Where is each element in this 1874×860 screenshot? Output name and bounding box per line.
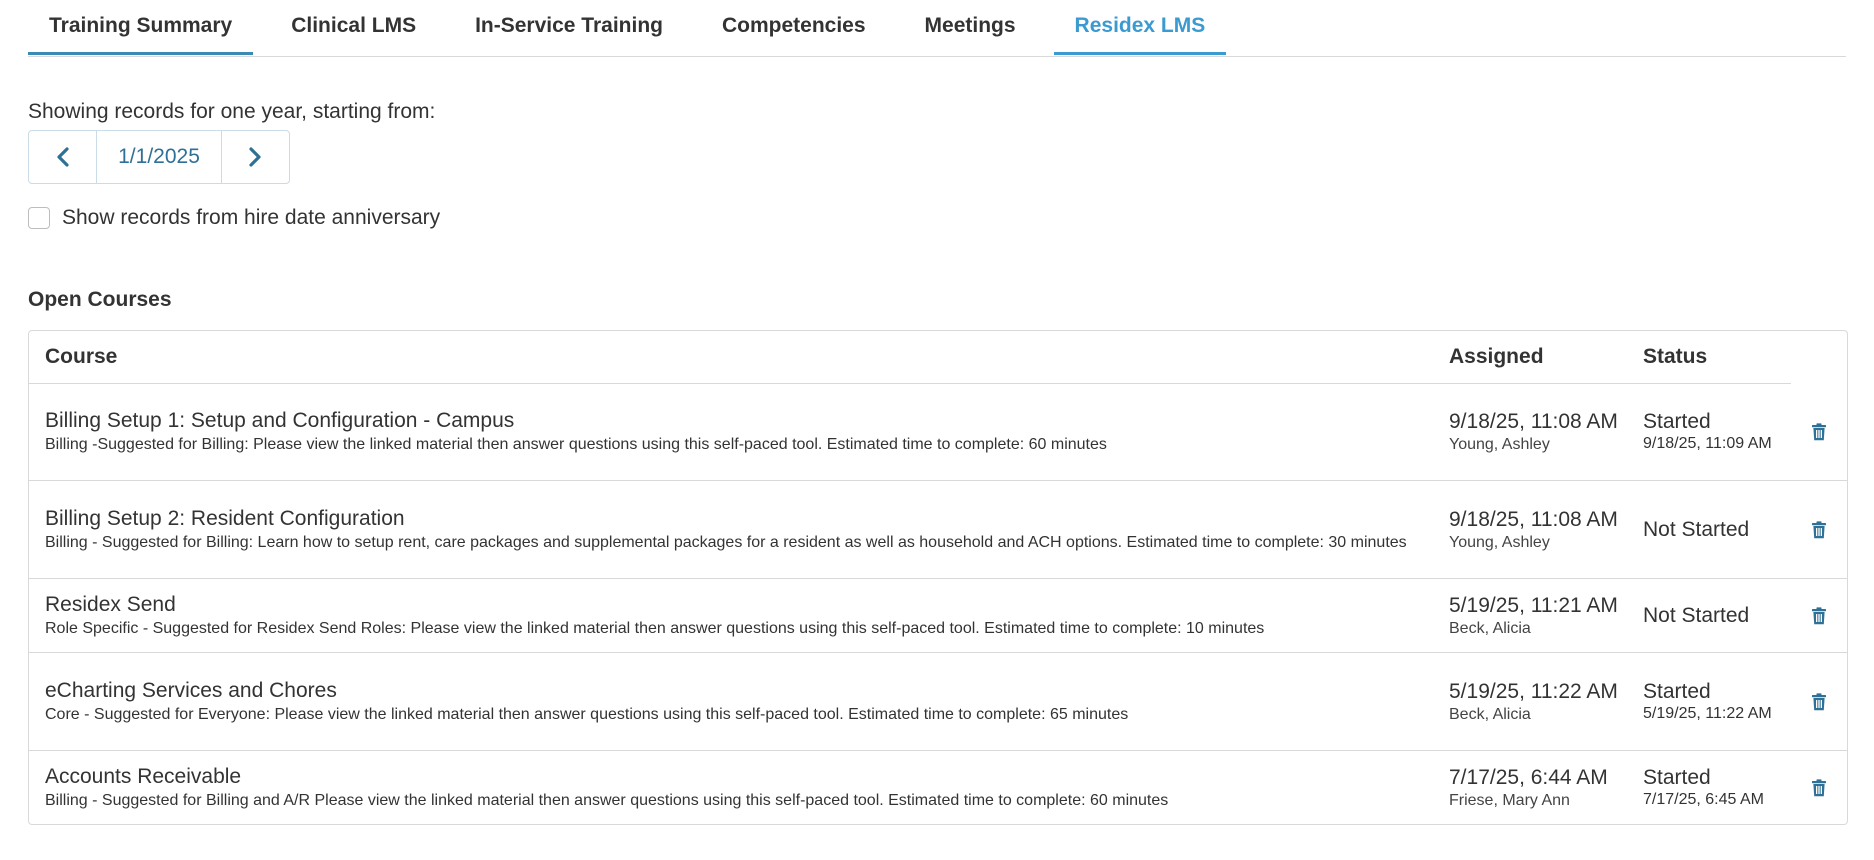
table-header — [29, 331, 1847, 383]
open-courses-title: Open Courses — [28, 288, 172, 311]
course-description: Billing -Suggested for Billing: Please view the linked material then answer questions using this self-paced tool. Estimated time to complete: 60 minutes — [45, 435, 1107, 453]
tab-in-service-training[interactable]: In-Service Training — [475, 14, 663, 37]
course-description: Core - Suggested for Everyone: Please view the linked material then answer questions using this self-paced tool. Estimated time to complete: 65 minutes — [45, 705, 1129, 723]
trash-icon[interactable] — [1811, 607, 1827, 625]
tab-clinical-lms[interactable]: Clinical LMS — [291, 14, 417, 37]
table-row[interactable] — [29, 751, 1847, 824]
assigned-date: 5/19/25, 11:21 AM — [1449, 593, 1618, 617]
next-year-button[interactable] — [222, 131, 289, 183]
tab-training-summary[interactable]: Training Summary — [28, 0, 253, 55]
previous-year-button[interactable] — [29, 131, 97, 183]
tab-bar — [28, 0, 1846, 57]
course-description: Billing - Suggested for Billing and A/R Please view the linked material then answer questions using this self-paced tool. Estimated time to complete: 60 minutes — [45, 791, 1169, 809]
status-label: Not Started — [1643, 603, 1750, 627]
course-description: Billing - Suggested for Billing: Learn how to setup rent, care packages and supplemental packages for a resident as well as household and ACH options. Estimated time to complete: 30 minutes — [45, 533, 1407, 551]
assigned-by: Young, Ashley — [1449, 435, 1550, 453]
hire-anniversary-option — [28, 206, 1846, 230]
course-title[interactable]: eCharting Services and Chores — [45, 678, 337, 702]
assigned-by: Beck, Alicia — [1449, 619, 1531, 637]
course-title[interactable]: Billing Setup 1: Setup and Configuration - Campus — [45, 408, 515, 432]
table-row[interactable] — [29, 653, 1847, 751]
course-title[interactable]: Billing Setup 2: Resident Configuration — [45, 506, 405, 530]
status-label: Started — [1643, 679, 1711, 703]
course-title[interactable]: Residex Send — [45, 592, 176, 616]
hire-anniversary-label[interactable]: Show records from hire date anniversary — [62, 206, 441, 229]
trash-icon[interactable] — [1811, 779, 1827, 797]
course-description: Role Specific - Suggested for Residex Send Roles: Please view the linked material then answer questions using this self-paced tool. Estimated time to complete: 10 minutes — [45, 619, 1265, 637]
status-date: 5/19/25, 11:22 AM — [1643, 704, 1772, 722]
assigned-date: 5/19/25, 11:22 AM — [1449, 679, 1618, 703]
chevron-left-icon — [56, 147, 70, 167]
header-assigned[interactable]: Assigned — [1449, 344, 1544, 368]
trash-icon[interactable] — [1811, 423, 1827, 441]
start-date-display[interactable]: 1/1/2025 — [97, 131, 221, 183]
assigned-by: Friese, Mary Ann — [1449, 791, 1570, 809]
table-row[interactable] — [29, 383, 1847, 481]
hire-anniversary-checkbox[interactable] — [28, 207, 50, 229]
table-row[interactable] — [29, 481, 1847, 579]
tab-residex-lms[interactable]: Residex LMS — [1054, 0, 1227, 55]
table-row[interactable] — [29, 579, 1847, 653]
header-course[interactable]: Course — [45, 344, 118, 368]
status-label: Not Started — [1643, 517, 1750, 541]
tab-competencies[interactable]: Competencies — [721, 14, 866, 37]
assigned-by: Beck, Alicia — [1449, 705, 1531, 723]
status-label: Started — [1643, 765, 1711, 789]
status-label: Started — [1643, 409, 1711, 433]
records-range-label: Showing records for one year, starting from: — [28, 100, 436, 123]
assigned-date: 9/18/25, 11:08 AM — [1449, 507, 1618, 531]
assigned-by: Young, Ashley — [1449, 533, 1550, 551]
open-courses-table — [28, 330, 1848, 825]
status-date: 9/18/25, 11:09 AM — [1643, 434, 1772, 452]
assigned-date: 7/17/25, 6:44 AM — [1449, 765, 1608, 789]
trash-icon[interactable] — [1811, 693, 1827, 711]
date-navigator — [28, 130, 290, 184]
header-status[interactable]: Status — [1643, 344, 1708, 368]
tab-meetings[interactable]: Meetings — [924, 14, 1016, 37]
status-date: 7/17/25, 6:45 AM — [1643, 790, 1764, 808]
trash-icon[interactable] — [1811, 521, 1827, 539]
chevron-right-icon — [248, 147, 262, 167]
assigned-date: 9/18/25, 11:08 AM — [1449, 409, 1618, 433]
course-title[interactable]: Accounts Receivable — [45, 764, 242, 788]
